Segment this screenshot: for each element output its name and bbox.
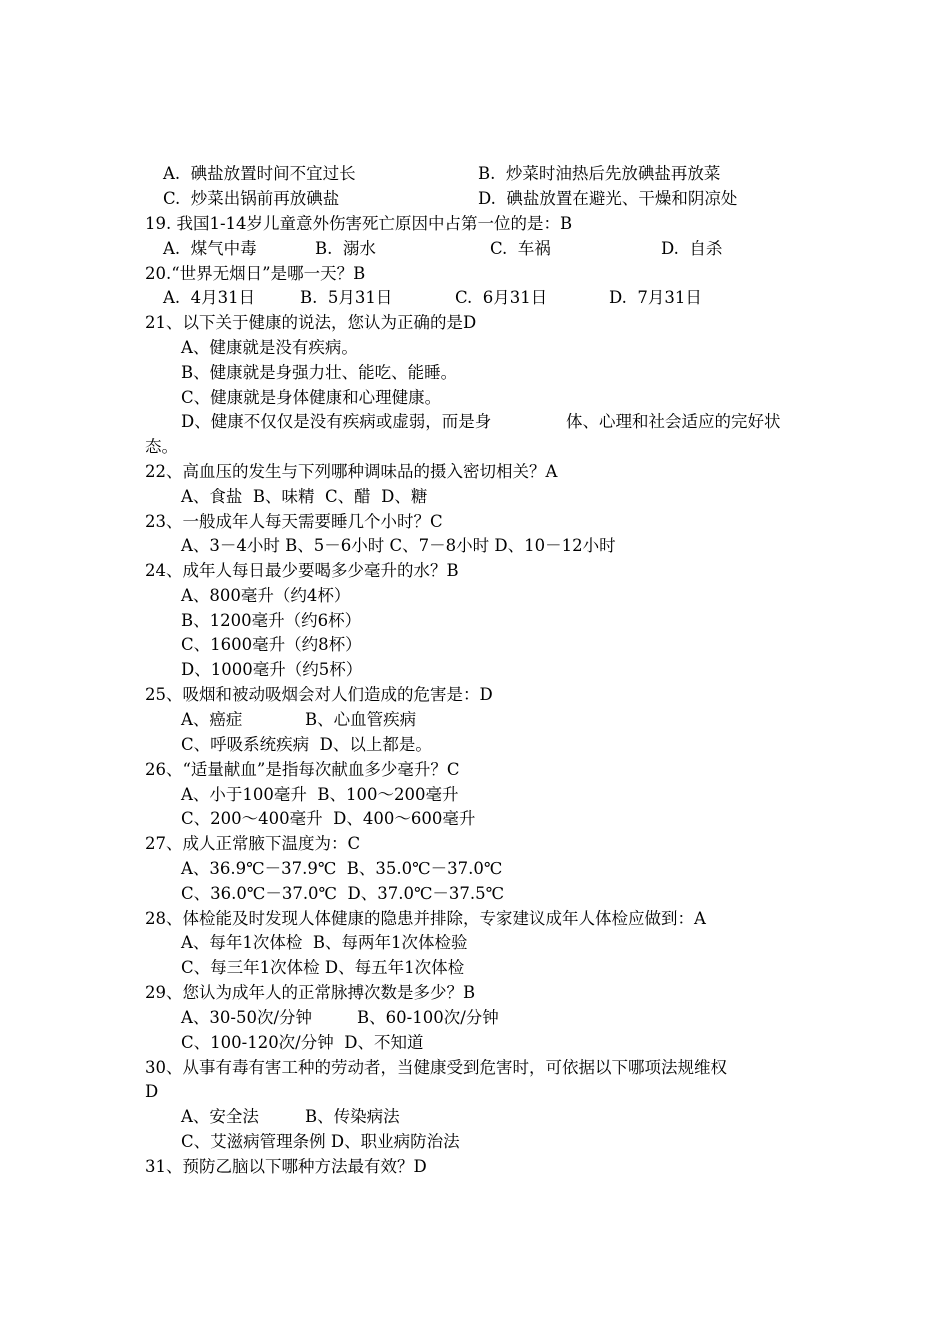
option-line: D. 7月31日 xyxy=(609,288,702,307)
option-line: C、1600毫升（约8杯） xyxy=(181,635,362,654)
option-line: A. 4月31日 xyxy=(163,288,256,307)
question-line: 19. 我国1-14岁儿童意外伤害死亡原因中占第一位的是：B xyxy=(145,214,573,233)
option-line: A. 煤气中毒 xyxy=(163,239,257,258)
option-line: C、呼吸系统疾病 D、以上都是。 xyxy=(181,735,432,754)
option-line: 体、心理和社会适应的完好状 xyxy=(566,412,781,431)
question-line: 23、一般成年人每天需要睡几个小时？C xyxy=(145,512,443,531)
question-line: 31、预防乙脑以下哪种方法最有效？D xyxy=(145,1157,427,1176)
question-line: 26、“适量献血”是指每次献血多少毫升？C xyxy=(145,760,460,779)
option-line: D. 碘盐放置在避光、干燥和阴凉处 xyxy=(478,189,738,208)
option-line: C、艾滋病管理条例 D、职业病防治法 xyxy=(181,1132,460,1151)
option-line: A、小于100毫升 B、100～200毫升 xyxy=(181,785,459,804)
question-line: 27、成人正常腋下温度为：C xyxy=(145,834,361,853)
option-line: B. 溺水 xyxy=(315,239,376,258)
option-line: C. 6月31日 xyxy=(455,288,548,307)
option-line: C、100-120次/分钟 D、不知道 xyxy=(181,1033,424,1052)
option-line: C. 炒菜出锅前再放碘盐 xyxy=(163,189,340,208)
option-line: C、200～400毫升 D、400～600毫升 xyxy=(181,809,476,828)
option-line: C. 车祸 xyxy=(490,239,551,258)
option-line: A、安全法 xyxy=(181,1107,259,1126)
question-line: 20.“世界无烟日”是哪一天？B xyxy=(145,264,366,283)
option-line: B. 炒菜时油热后先放碘盐再放菜 xyxy=(478,164,721,183)
option-line: B、传染病法 xyxy=(305,1107,400,1126)
option-line: D、健康不仅仅是没有疾病或虚弱，而是身 xyxy=(181,412,492,431)
option-line: B、60-100次/分钟 xyxy=(357,1008,499,1027)
option-line: B、心血管疾病 xyxy=(305,710,417,729)
option-line: C、每三年1次体检 D、每五年1次体检 xyxy=(181,958,465,977)
option-line: A、30-50次/分钟 xyxy=(181,1008,313,1027)
option-line: A、健康就是没有疾病。 xyxy=(181,338,358,357)
option-line: B、1200毫升（约6杯） xyxy=(181,611,362,630)
option-line: B、健康就是身强力壮、能吃、能睡。 xyxy=(181,363,458,382)
question-line: 30、从事有毒有害工种的劳动者，当健康受到危害时，可依据以下哪项法规维权 xyxy=(145,1058,727,1077)
question-line: 25、吸烟和被动吸烟会对人们造成的危害是：D xyxy=(145,685,493,704)
option-line: D. 自杀 xyxy=(661,239,723,258)
question-line: 28、体检能及时发现人体健康的隐患并排除，专家建议成年人体检应做到：A xyxy=(145,909,706,928)
question-line: 21、以下关于健康的说法，您认为正确的是D xyxy=(145,313,477,332)
option-line: D、1000毫升（约5杯） xyxy=(181,660,363,679)
option-line: A、食盐 B、味精 C、醋 D、糖 xyxy=(181,487,428,506)
option-line: A、800毫升（约4杯） xyxy=(181,586,351,605)
option-line: C、健康就是身体健康和心理健康。 xyxy=(181,388,442,407)
option-line: A、每年1次体检 B、每两年1次体检验 xyxy=(181,933,468,952)
option-line: A、36.9℃－37.9℃ B、35.0℃－37.0℃ xyxy=(181,859,503,878)
option-line: B. 5月31日 xyxy=(300,288,393,307)
option-line: C、36.0℃－37.0℃ D、37.0℃－37.5℃ xyxy=(181,884,505,903)
option-line: A、3－4小时 B、5－6小时 C、7－8小时 D、10－12小时 xyxy=(181,536,616,555)
option-line: 态。 xyxy=(145,437,178,456)
question-line: 29、您认为成年人的正常脉搏次数是多少？B xyxy=(145,983,476,1002)
question-line: 22、高血压的发生与下列哪种调味品的摄入密切相关？A xyxy=(145,462,558,481)
option-line: A. 碘盐放置时间不宜过长 xyxy=(163,164,356,183)
question-line: D xyxy=(145,1082,159,1101)
option-line: A、癌症 xyxy=(181,710,243,729)
question-line: 24、成年人每日最少要喝多少毫升的水？B xyxy=(145,561,459,580)
